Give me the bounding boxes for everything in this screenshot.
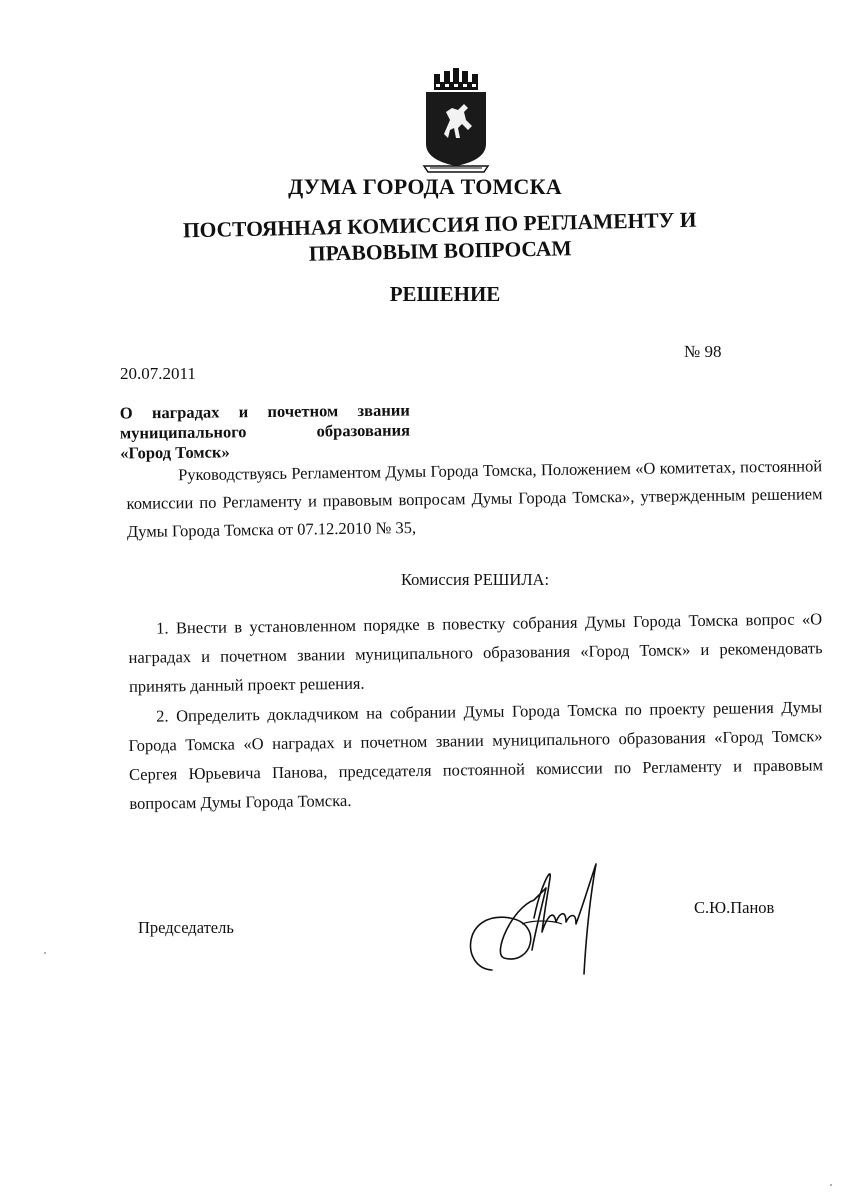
preamble-paragraph: Руководствуясь Регламентом Думы Города Томска, Положением «О комитетах, постоянной комиссии по Регламенту и правовым вопросам Думы Города Томска», утвержденным решением Думы Города Томска от 07.12.2010 № 35,: [126, 456, 823, 541]
coat-of-arms-icon: [420, 68, 492, 176]
scan-speck: [830, 1184, 832, 1186]
scan-speck: [44, 952, 46, 954]
resolved-heading: Комиссия РЕШИЛА:: [400, 570, 550, 589]
subject-line: О наградах и почетном звании: [119, 400, 410, 423]
document-subject: [120, 400, 411, 463]
signatory-role: Председатель: [138, 918, 234, 937]
handwritten-signature: [462, 858, 612, 978]
document-type-title: РЕШЕНИЕ: [389, 282, 501, 306]
resolution-item-2: 2. Определить докладчиком на собрании Думы Города Томска по проекту решения Думы Города Томска «О наградах и почетном звании муниципального образования «Город Томск» Сергея Юрьевича Панова, председателя постоянной комиссии по Регламенту и правовым вопросам Думы Города Томска.: [128, 697, 824, 813]
document-number: № 98: [684, 342, 722, 361]
subject-line: муниципального образования: [119, 420, 411, 443]
document-date: 20.07.2011: [120, 364, 196, 383]
organization-title: ДУМА ГОРОДА ТОМСКА: [288, 174, 562, 199]
signatory-name: С.Ю.Панов: [694, 898, 775, 917]
commission-title: ПОСТОЯННАЯ КОМИССИЯ ПО РЕГЛАМЕНТУ И ПРАВОВЫМ ВОПРОСАМ: [182, 207, 697, 266]
subject-line: «Город Томск»: [120, 442, 230, 463]
resolution-item-1: 1. Внести в установленном порядке в повестку собрания Думы Города Томска вопрос «О наградах и почетном звании муниципального образования «Город Томск» и рекомендовать принять данный проект решения.: [128, 609, 823, 696]
